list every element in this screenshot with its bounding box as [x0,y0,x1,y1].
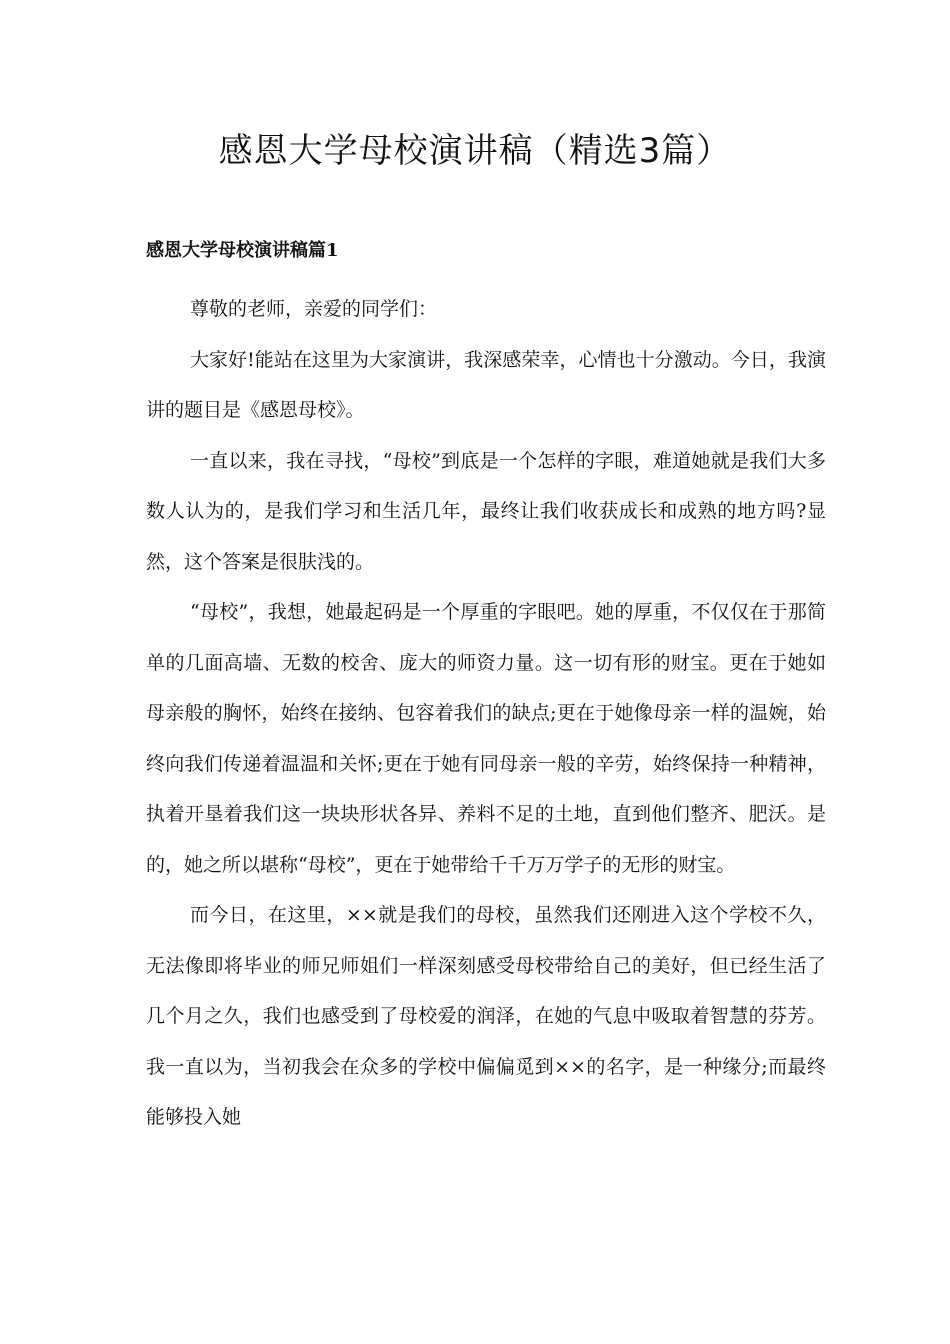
paragraph-greeting: 大家好!能站在这里为大家演讲，我深感荣幸，心情也十分激动。今日，我演讲的题目是《感恩母校》。 [146,348,826,421]
document-body [146,284,826,1143]
paragraph-today: 而今日，在这里，××就是我们的母校，虽然我们还刚进入这个学校不久，无法像即将毕业的师兄师姐们一样深刻感受母校带给自己的美好，但已经生活了几个月之久，我们也感受到了母校爱的润泽，在她的气息中吸取着智慧的芬芳。我一直以为，当初我会在众多的学校中偏偏觅到××的名字，是一种缘分;而最终能够投入她 [146,904,826,1128]
paragraph-searching: 一直以来，我在寻找，“母校”到底是一个怎样的字眼，难道她就是我们大多数人认为的，是我们学习和生活几年，最终让我们收获成长和成熟的地方吗?显然，这个答案是很肤浅的。 [146,449,826,573]
document-title: 感恩大学母校演讲稿（精选3篇） [218,131,732,171]
paragraph-salutation: 尊敬的老师，亲爱的同学们： [190,298,438,320]
section-heading: 感恩大学母校演讲稿篇1 [146,240,339,261]
paragraph-heavy-word: “母校”，我想，她最起码是一个厚重的字眼吧。她的厚重，不仅仅在于那简单的几面高墙、无数的校舍、庞大的师资力量。这一切有形的财宝。更在于她如母亲般的胸怀，始终在接纳、包容着我们的缺点;更在于她像母亲一样的温婉，始终向我们传递着温温和关怀;更在于她有同母亲一般的辛劳，始终保持一种精神，执着开垦着我们这一块块形状各异、养料不足的土地，直到他们整齐、肥沃。是的，她之所以堪称“母校”，更在于她带给千千万万学子的无形的财宝。 [146,601,826,876]
